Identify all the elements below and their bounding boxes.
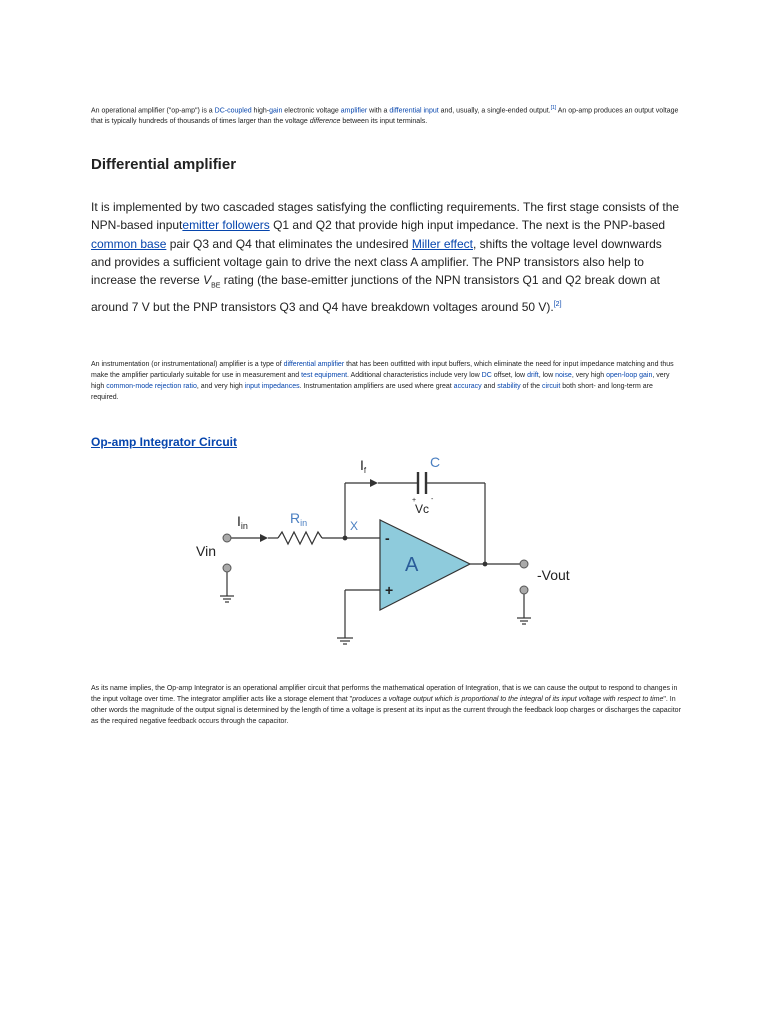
reference-2[interactable]: [2]	[553, 300, 562, 308]
section-text: rating (the base-emitter junctions of the NPN transistors Q1 and Q2 break down at around 7 V but the PNP transistors Q3 and Q4 have breakdown voltages around 50 V).	[91, 273, 660, 314]
resistor-rin	[278, 532, 322, 544]
if-arrow	[370, 479, 378, 487]
link-open-loop-gain[interactable]: open-loop gain	[606, 372, 653, 379]
vin-ref-terminal	[223, 564, 231, 572]
instr-text: and	[481, 383, 498, 390]
iin-arrow	[260, 534, 268, 542]
instr-text: . Instrumentation amplifiers are used where great	[299, 383, 454, 390]
link-differential-input[interactable]: differential input	[389, 107, 439, 115]
instr-text: , and very high	[196, 383, 245, 390]
instr-text: of the	[520, 383, 543, 390]
output-node	[483, 562, 487, 566]
link-stability[interactable]: stability	[497, 383, 521, 390]
instr-text: , low	[538, 372, 556, 379]
link-amplifier[interactable]: amplifier	[340, 107, 368, 115]
intro-emphasis: difference	[309, 118, 341, 126]
opamp-triangle	[380, 520, 470, 610]
link-drift[interactable]: drift	[527, 372, 539, 379]
integrator-text: As its name implies, the Op-amp Integrator is an operational amplifier circuit that performs the mathematical operation of Integration, that is we can cause the output to respond to changes in the input voltage over time. The integrator amplifier acts like a storage element that "	[91, 685, 678, 703]
instr-text: offset, low	[491, 372, 528, 379]
link-accuracy[interactable]: accuracy	[453, 383, 482, 390]
section-text: pair Q3 and Q4 that eliminates the undesired	[166, 236, 412, 251]
cap-plus-label: +	[412, 497, 417, 504]
rin-label: $R_{in}$	[290, 510, 308, 528]
vout-ref-terminal	[520, 586, 528, 594]
instr-text: both short- and long-term are required.	[91, 383, 653, 401]
vbe-symbol: V	[203, 273, 212, 288]
link-input-impedances[interactable]: input impedances	[244, 383, 300, 390]
link-gain[interactable]: gain	[269, 107, 283, 115]
section-text: , shifts the voltage level downwards and provides a sufficient voltage gain to drive the next class A amplifier. The PNP transistors also help to increase the reverse	[91, 236, 662, 288]
node-x-label: X	[350, 519, 359, 533]
instr-text: . Additional characteristics include very low	[347, 372, 482, 379]
intro-text: and, usually, a single-ended output.	[438, 107, 551, 115]
section-text: It is implemented by two cascaded stages satisfying the conflicting requirements. The first stage consists of the NPN-based input	[91, 200, 680, 233]
instr-text: , very high	[571, 372, 607, 379]
intro-text: between its input terminals.	[340, 118, 428, 126]
integrator-paragraph	[91, 683, 681, 727]
section-text: Q1 and Q2 that provide high input impedance. The next is the PNP-based	[269, 218, 666, 233]
section-heading: Differential amplifier	[91, 156, 237, 173]
instr-text: that has been outfitted with input buffers, which eliminate the need for input impedance matching and thus make the amplifier particularly suitable for use in measurement and	[91, 361, 674, 379]
if-label: $I_f$	[360, 457, 367, 475]
link-circuit[interactable]: circuit	[542, 383, 561, 390]
link-cmrr[interactable]: common-mode rejection ratio	[106, 383, 197, 390]
intro-paragraph	[91, 103, 681, 127]
vbe-subscript: BE	[211, 282, 221, 290]
instrumentation-paragraph	[91, 359, 681, 403]
vin-label: Vin	[196, 543, 216, 559]
link-dc[interactable]: DC	[481, 372, 492, 379]
vout-label: -Vout	[537, 567, 570, 583]
link-miller-effect[interactable]: Miller effect	[411, 236, 473, 251]
cap-minus-label: -	[431, 496, 434, 503]
instr-text: An instrumentation (or instrumentational) amplifier is a type of	[91, 361, 284, 368]
iin-label: $I_{in}$	[237, 513, 248, 531]
instr-text: , very high	[91, 372, 670, 390]
c-label: C	[430, 454, 441, 470]
intro-text: electronic voltage	[282, 107, 341, 115]
intro-text: An op-amp produces an output voltage that is typically hundreds of thousands of times larger than the voltage	[91, 107, 679, 126]
vc-label: Vc	[415, 502, 430, 516]
opamp-a-label: A	[405, 554, 419, 576]
integrator-emphasis: produces a voltage output which is proportional to the integral of its input voltage with respect to time	[352, 696, 664, 703]
noninverting-sign: +	[385, 582, 394, 598]
link-noise[interactable]: noise	[555, 372, 572, 379]
intro-text: An operational amplifier ("op-amp") is a	[91, 107, 215, 115]
figure-title-link[interactable]: Op-amp Integrator Circuit	[91, 435, 238, 449]
link-emitter-followers[interactable]: emitter followers	[182, 218, 270, 233]
intro-text: with a	[367, 107, 390, 115]
vout-terminal	[520, 560, 528, 568]
link-test-equipment[interactable]: test equipment	[301, 372, 348, 379]
inverting-sign: -	[385, 530, 390, 546]
vin-terminal	[223, 534, 231, 542]
link-dc-coupled[interactable]: DC-coupled	[214, 107, 252, 115]
integrator-circuit-diagram	[180, 448, 600, 648]
reference-1[interactable]: [1]	[550, 105, 557, 111]
intro-text: high-	[251, 107, 270, 115]
differential-paragraph	[91, 198, 681, 316]
link-differential-amplifier[interactable]: differential amplifier	[283, 361, 345, 368]
integrator-text: ". In other words the magnitude of the output signal is determined by the length of time a voltage is present at its input as the current through the feedback loop charges or discharges the capacitor as the required negative feedback occurs through the capacitor.	[91, 696, 681, 725]
link-common-base[interactable]: common base	[91, 236, 167, 251]
